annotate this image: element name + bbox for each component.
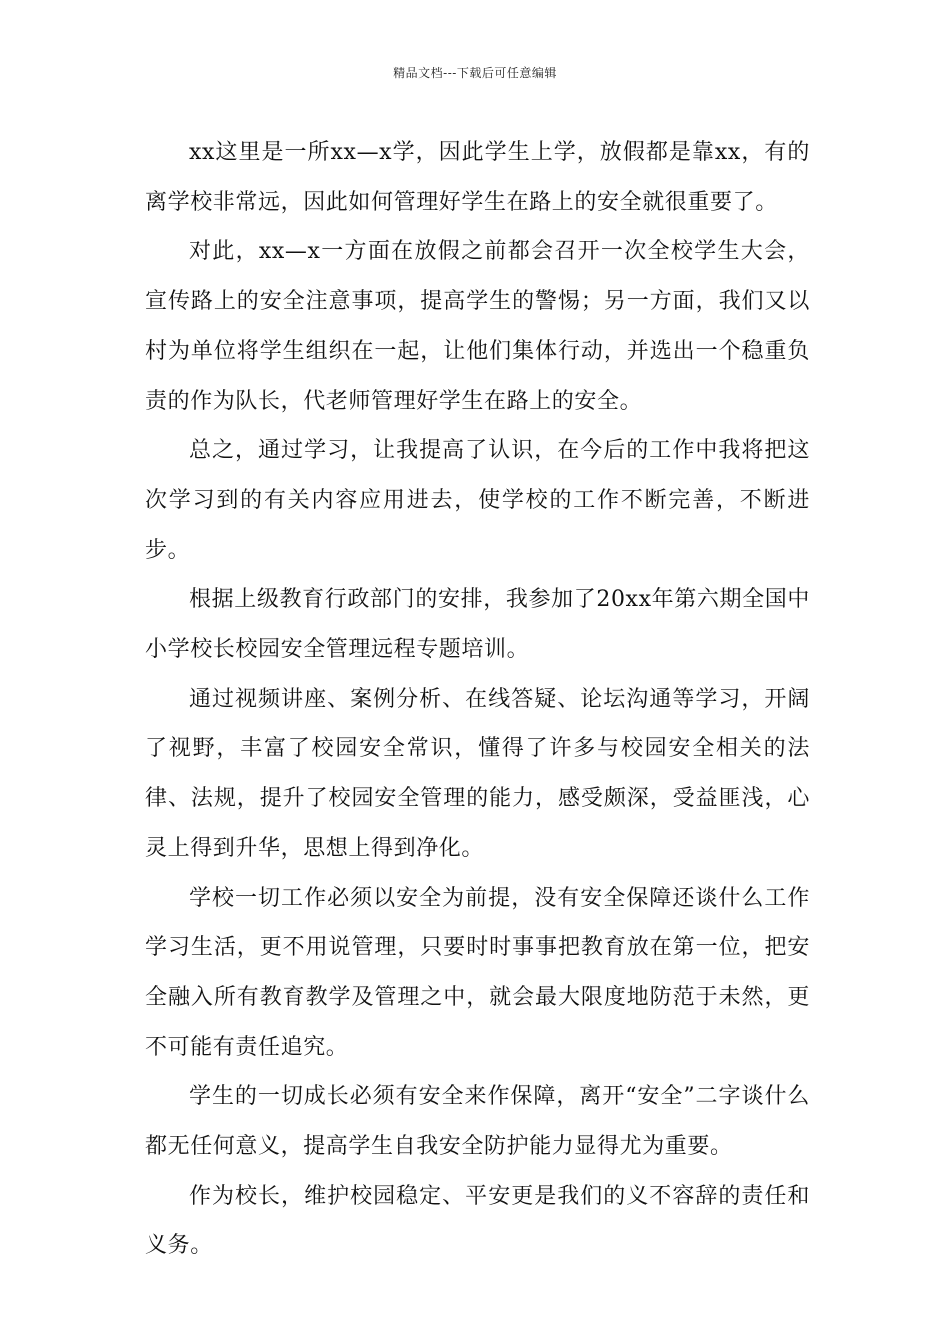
page-header: 精品文档---下载后可任意编辑 [393, 66, 557, 80]
paragraph: 对此，xx—x一方面在放假之前都会召开一次全校学生大会，宣传路上的安全注意事项，提高学生的警惕；另一方面，我们又以村为单位将学生组织在一起，让他们集体行动，并选出一个稳重负责的作为队长，代老师管理好学生在路上的安全。 [145, 239, 810, 414]
document-body [145, 128, 810, 1271]
paragraph: 根据上级教育行政部门的安排，我参加了20xx年第六期全国中小学校长校园安全管理远程专题培训。 [145, 587, 810, 663]
paragraph: 学生的一切成长必须有安全来作保障，离开“安全”二字谈什么都无任何意义，提高学生自我安全防护能力显得尤为重要。 [145, 1084, 810, 1160]
paragraph: 总之，通过学习，让我提高了认识，在今后的工作中我将把这次学习到的有关内容应用进去，使学校的工作不断完善，不断进步。 [145, 438, 810, 563]
paragraph: 学校一切工作必须以安全为前提，没有安全保障还谈什么工作学习生活，更不用说管理，只要时时事事把教育放在第一位，把安全融入所有教育教学及管理之中，就会最大限度地防范于未然，更不可能有责任追究。 [145, 885, 810, 1060]
paragraph: 通过视频讲座、案例分析、在线答疑、论坛沟通等学习，开阔了视野，丰富了校园安全常识，懂得了许多与校园安全相关的法律、法规，提升了校园安全管理的能力，感受颇深，受益匪浅，心灵上得到升华，思想上得到净化。 [145, 686, 810, 861]
paragraph: 作为校长，维护校园稳定、平安更是我们的义不容辞的责任和义务。 [145, 1183, 810, 1259]
paragraph: xx这里是一所xx—x学，因此学生上学，放假都是靠xx，有的离学校非常远，因此如何管理好学生在路上的安全就很重要了。 [145, 140, 810, 215]
